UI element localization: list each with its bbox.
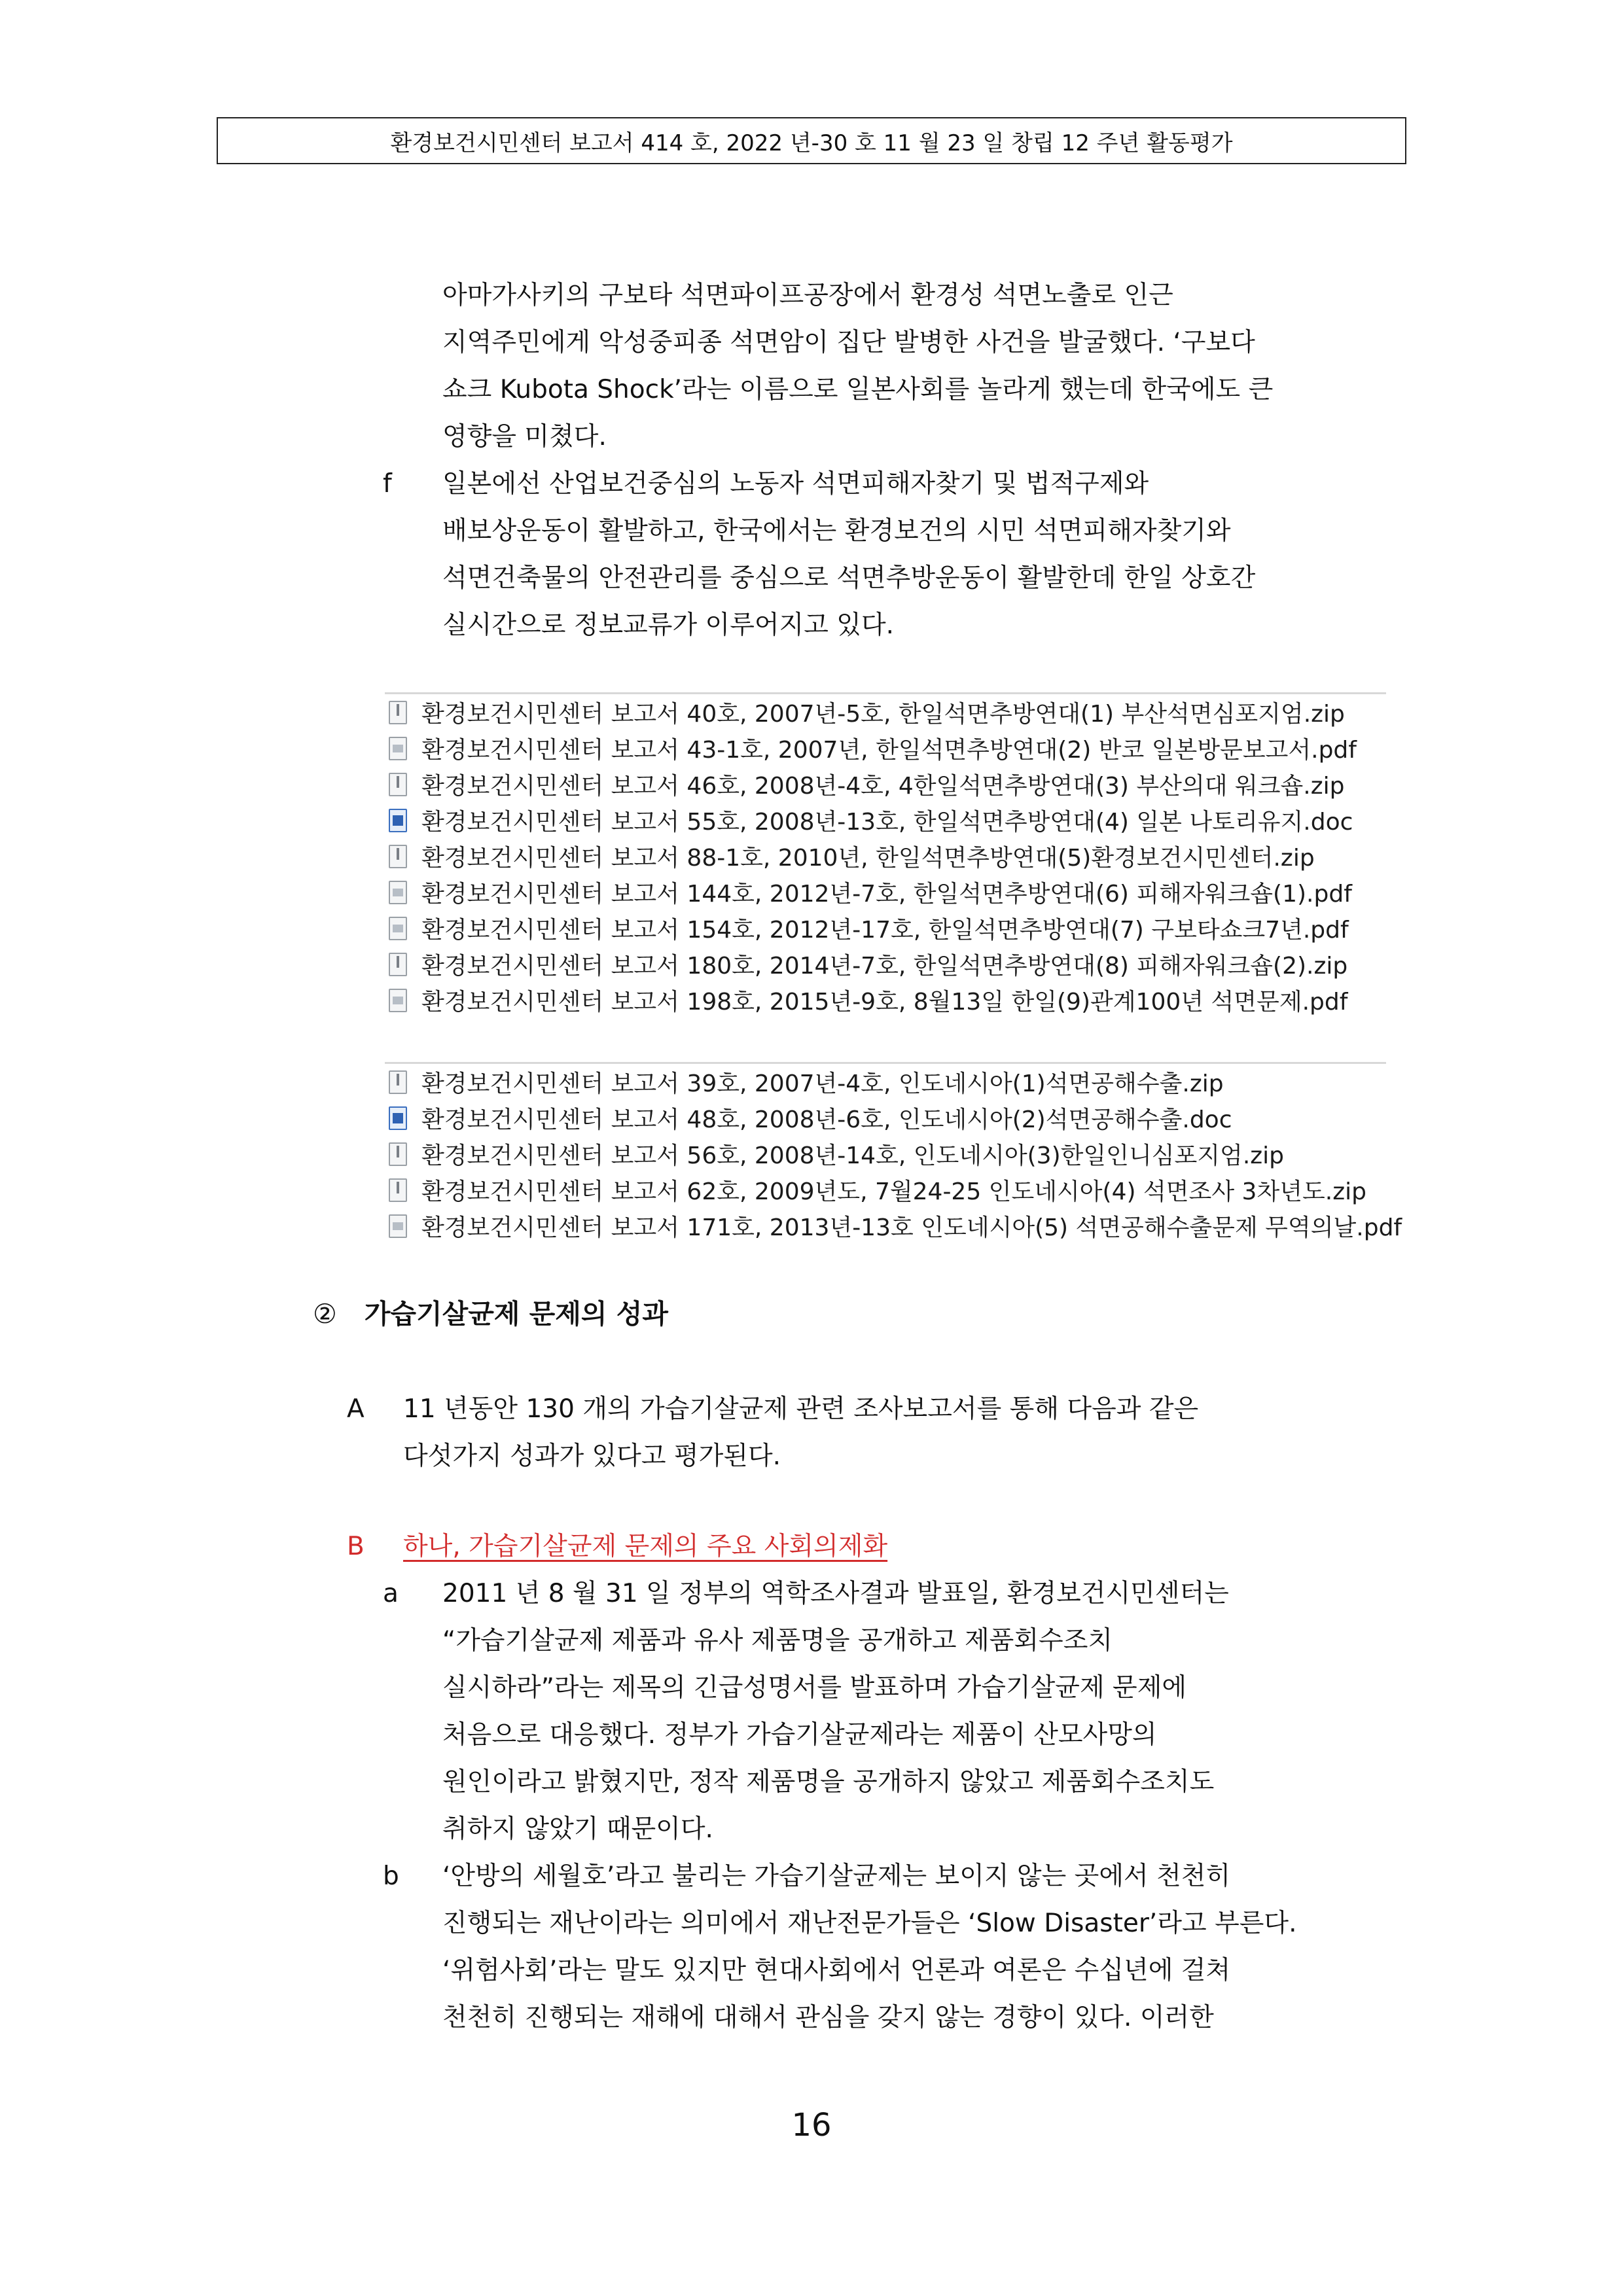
file-list-item[interactable] [385, 766, 1386, 802]
file-name: 환경보건시민센터 보고서 180호, 2014년-7호, 한일석면추방연대(8) 피해자워크숍(2).zip [421, 953, 1348, 980]
file-name: 환경보건시민센터 보고서 56호, 2008년-14호, 인도네시아(3)한일인니심포지엄.zip [421, 1142, 1285, 1169]
file-name: 환경보건시민센터 보고서 171호, 2013년-13호 인도네시아(5) 석면공해수출문제 무역의날.pdf [421, 1214, 1402, 1241]
paragraph-line: 원인이라고 밝혔지만, 정작 제품명을 공개하지 않았고 제품회수조치도 [442, 1767, 1215, 1797]
paragraph-line: 다섯가지 성과가 있다고 평가된다. [403, 1441, 781, 1471]
page-number: 16 [791, 2107, 832, 2144]
paragraph-line: 영향을 미쳤다. [442, 422, 607, 451]
paragraph-line: 실시하라”라는 제목의 긴급성명서를 발표하며 가습기살균제 문제에 [442, 1673, 1187, 1703]
file-list-item[interactable] [385, 802, 1386, 838]
zip-file-icon [389, 1070, 407, 1094]
paragraph-line: 2011 년 8 월 31 일 정부의 역학조사결과 발표일, 환경보건시민센터는 [442, 1579, 1229, 1608]
file-list-item[interactable] [385, 946, 1386, 982]
file-name: 환경보건시민센터 보고서 144호, 2012년-7호, 한일석면추방연대(6) 피해자워크숍(1).pdf [421, 881, 1352, 908]
paragraph-line: 일본에선 산업보건중심의 노동자 석면피해자찾기 및 법적구제와 [442, 469, 1149, 499]
file-list-item[interactable] [385, 838, 1386, 874]
list-marker-b: b [383, 1862, 399, 1891]
file-list-item[interactable] [385, 730, 1386, 766]
pdf-file-icon [389, 917, 407, 940]
report-header [217, 117, 1406, 164]
paragraph-line: 실시간으로 정보교류가 이루어지고 있다. [442, 610, 895, 640]
file-list-item[interactable] [385, 982, 1386, 1018]
file-list-item[interactable] [385, 1100, 1386, 1136]
file-name: 환경보건시민센터 보고서 88-1호, 2010년, 한일석면추방연대(5)환경보건시민센터.zip [421, 845, 1315, 872]
paragraph-line: 11 년동안 130 개의 가습기살균제 관련 조사보고서를 통해 다음과 같은 [403, 1394, 1199, 1424]
zip-file-icon [389, 773, 407, 796]
file-list-item[interactable] [385, 694, 1386, 730]
header-title: 환경보건시민센터 보고서 414 호, 2022 년-30 호 11 월 23 일 창립 12 주년 활동평가 [390, 130, 1233, 156]
file-list-item[interactable] [385, 874, 1386, 910]
subsection-title: 하나, 가습기살균제 문제의 주요 사회의제화 [403, 1532, 888, 1561]
zip-file-icon [389, 701, 407, 724]
list-marker-f: f [383, 469, 392, 499]
paragraph-line: ‘안방의 세월호’라고 불리는 가습기살균제는 보이지 않는 곳에서 천천히 [442, 1862, 1231, 1891]
pdf-file-icon [389, 1214, 407, 1238]
file-name: 환경보건시민센터 보고서 39호, 2007년-4호, 인도네시아(1)석면공해수출.zip [421, 1070, 1224, 1097]
file-list-item[interactable] [385, 910, 1386, 946]
zip-file-icon [389, 953, 407, 976]
paragraph-line: 처음으로 대응했다. 정부가 가습기살균제라는 제품이 산모사망의 [442, 1720, 1157, 1750]
file-list-item[interactable] [385, 1172, 1386, 1208]
zip-file-icon [389, 1178, 407, 1202]
pdf-file-icon [389, 881, 407, 904]
section-title: 가습기살균제 문제의 성과 [364, 1298, 668, 1330]
file-list-japan [385, 692, 1386, 1018]
file-name: 환경보건시민센터 보고서 40호, 2007년-5호, 한일석면추방연대(1) 부산석면심포지엄.zip [421, 701, 1345, 728]
doc-file-icon [389, 1106, 407, 1130]
file-name: 환경보건시민센터 보고서 43-1호, 2007년, 한일석면추방연대(2) 반코 일본방문보고서.pdf [421, 737, 1357, 764]
file-name: 환경보건시민센터 보고서 62호, 2009년도, 7월24-25 인도네시아(4) 석면조사 3차년도.zip [421, 1178, 1366, 1205]
list-marker-B: B [347, 1532, 365, 1561]
paragraph-line: 진행되는 재난이라는 의미에서 재난전문가들은 ‘Slow Disaster’라고 부른다. [442, 1909, 1297, 1938]
paragraph-line: ‘위험사회’라는 말도 있지만 현대사회에서 언론과 여론은 수십년에 걸쳐 [442, 1956, 1231, 1985]
doc-file-icon [389, 809, 407, 832]
pdf-file-icon [389, 989, 407, 1012]
file-list-item[interactable] [385, 1208, 1402, 1244]
file-list-indonesia [385, 1062, 1402, 1244]
paragraph-line: 천천히 진행되는 재해에 대해서 관심을 갖지 않는 경향이 있다. 이러한 [442, 2003, 1214, 2032]
list-marker-a: a [383, 1579, 399, 1608]
paragraph-line: 쇼크 Kubota Shock’라는 이름으로 일본사회를 놀라게 했는데 한국에도 큰 [442, 375, 1274, 404]
paragraph-line: 취하지 않았기 때문이다. [442, 1814, 713, 1844]
paragraph-line: “가습기살균제 제품과 유사 제품명을 공개하고 제품회수조치 [442, 1626, 1113, 1655]
file-list-item[interactable] [385, 1136, 1386, 1172]
list-marker-A: A [347, 1394, 365, 1424]
paragraph-line: 석면건축물의 안전관리를 중심으로 석면추방운동이 활발한데 한일 상호간 [442, 563, 1256, 593]
file-name: 환경보건시민센터 보고서 154호, 2012년-17호, 한일석면추방연대(7) 구보타쇼크7년.pdf [421, 917, 1349, 944]
paragraph-line: 배보상운동이 활발하고, 한국에서는 환경보건의 시민 석면피해자찾기와 [442, 516, 1231, 546]
file-list-item[interactable] [385, 1064, 1386, 1100]
section-number: ② [313, 1298, 337, 1330]
file-name: 환경보건시민센터 보고서 46호, 2008년-4호, 4한일석면추방연대(3) 부산의대 워크숍.zip [421, 773, 1345, 800]
paragraph-line: 아마가사키의 구보타 석면파이프공장에서 환경성 석면노출로 인근 [442, 281, 1173, 310]
zip-file-icon [389, 845, 407, 868]
file-name: 환경보건시민센터 보고서 55호, 2008년-13호, 한일석면추방연대(4) 일본 나토리유지.doc [421, 809, 1353, 836]
zip-file-icon [389, 1142, 407, 1166]
paragraph-line: 지역주민에게 악성중피종 석면암이 집단 발병한 사건을 발굴했다. ‘구보다 [442, 328, 1255, 357]
pdf-file-icon [389, 737, 407, 760]
section-heading [313, 1290, 668, 1337]
file-name: 환경보건시민센터 보고서 48호, 2008년-6호, 인도네시아(2)석면공해수출.doc [421, 1106, 1232, 1133]
file-name: 환경보건시민센터 보고서 198호, 2015년-9호, 8월13일 한일(9)관계100년 석면문제.pdf [421, 989, 1348, 1016]
